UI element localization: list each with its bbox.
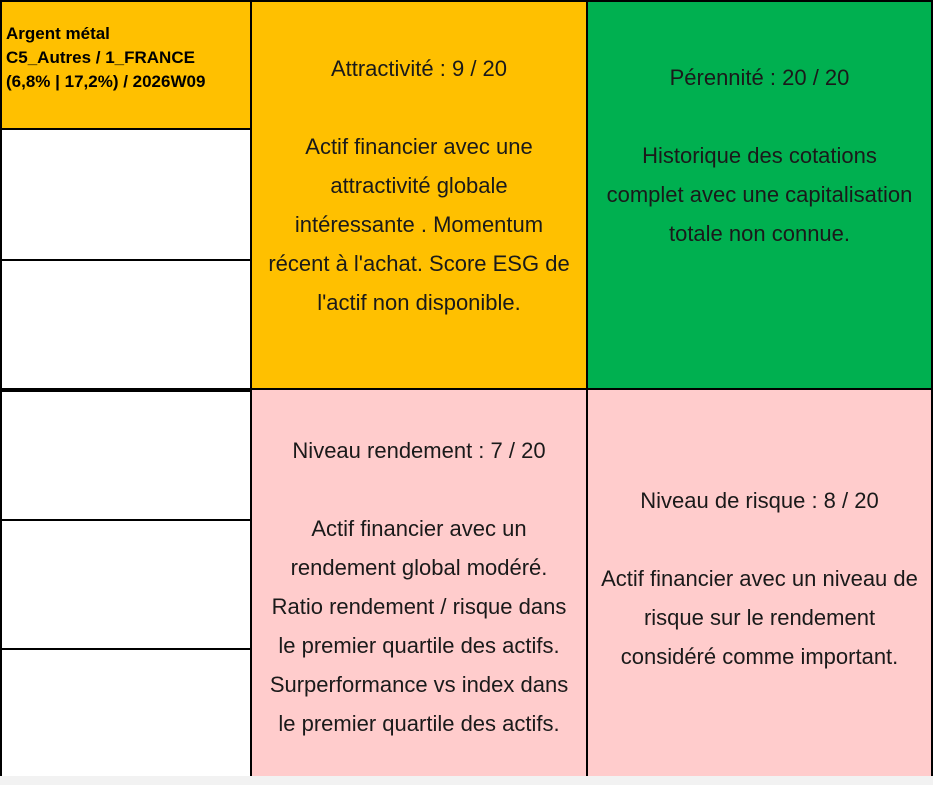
asset-category: C5_Autres / 1_FRANCE — [6, 48, 195, 67]
asset-stats: (6,8% | 17,2%) / 2026W09 — [6, 72, 206, 91]
attractivite-title: Attractivité : 9 / 20 — [330, 55, 508, 81]
risque-line: considéré comme important. — [620, 643, 899, 669]
rendement-line: rendement global modéré. — [290, 555, 548, 580]
bottom-strip — [0, 776, 933, 785]
attractivite-line: attractivité globale — [330, 172, 508, 198]
rendement-cell — [250, 388, 588, 778]
rendement-line: Surperformance vs index dans — [269, 672, 569, 697]
attractivite-line: l'actif non disponible. — [317, 289, 521, 315]
risque-cell — [586, 388, 933, 778]
rendement-line: le premier quartile des actifs. — [278, 633, 560, 658]
rendement-line: Ratio rendement / risque dans — [271, 594, 567, 619]
blank-cell-5 — [0, 648, 252, 778]
rendement-line: Actif financier avec un — [311, 516, 527, 541]
asset-label-cell — [0, 0, 252, 130]
risque-title: Niveau de risque : 8 / 20 — [640, 487, 879, 513]
rendement-title: Niveau rendement : 7 / 20 — [292, 438, 546, 463]
blank-cell-4 — [0, 519, 252, 650]
blank-cell-2 — [0, 259, 252, 390]
attractivite-line: récent à l'achat. Score ESG de — [268, 250, 570, 276]
perennite-line: totale non connue. — [668, 220, 851, 246]
perennite-title: Pérennité : 20 / 20 — [669, 64, 850, 90]
attractivite-line: intéressante . Momentum — [294, 211, 544, 237]
perennite-cell — [586, 0, 933, 390]
attractivite-cell — [250, 0, 588, 390]
blank-cell-1 — [0, 128, 252, 261]
asset-name: Argent métal — [6, 24, 110, 43]
blank-cell-3 — [0, 390, 252, 521]
attractivite-line: Actif financier avec une — [305, 133, 533, 159]
risque-line: Actif financier avec un niveau de — [601, 565, 918, 591]
perennite-line: Historique des cotations — [642, 142, 877, 168]
rendement-line: le premier quartile des actifs. — [278, 711, 560, 736]
risque-line: risque sur le rendement — [643, 604, 876, 630]
perennite-line: complet avec une capitalisation — [606, 181, 913, 207]
